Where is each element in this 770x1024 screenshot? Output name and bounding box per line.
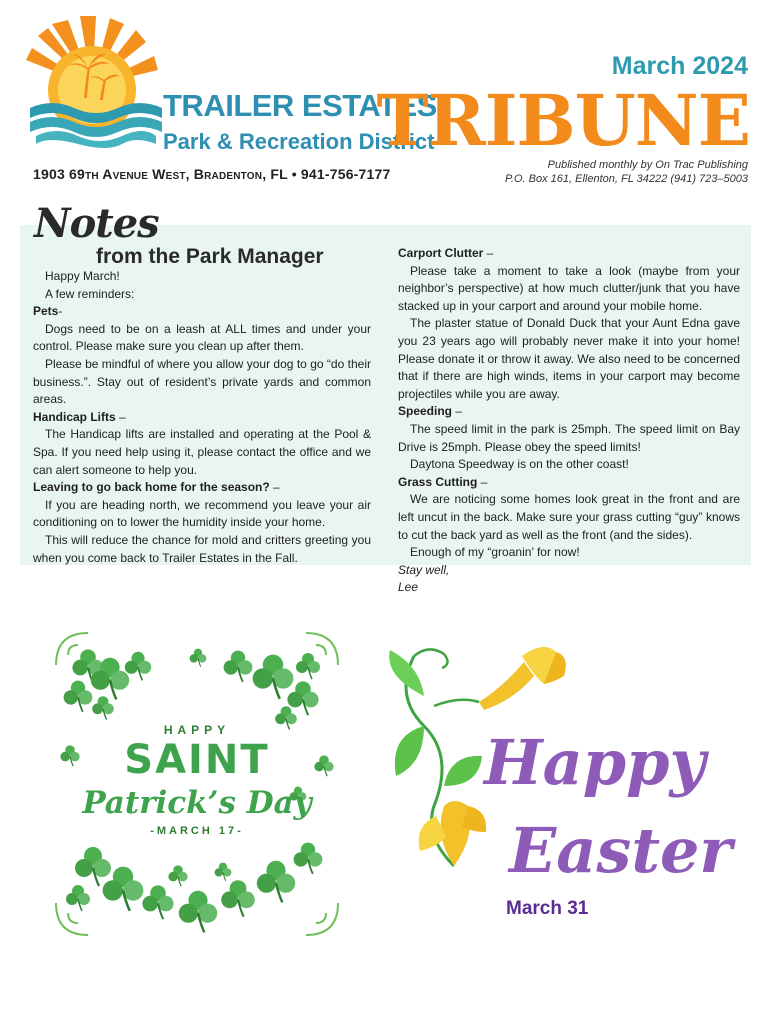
pets-heading: Pets: [33, 304, 59, 319]
easter-easter: Easter: [509, 814, 733, 887]
signoff: Stay well,: [398, 562, 450, 577]
easter-happy: Happy: [484, 726, 706, 799]
speeding-paragraph: Daytona Speedway is on the other coast!: [410, 457, 629, 472]
carport-section-head: [398, 245, 740, 263]
grass-dash: –: [477, 474, 488, 489]
carport-paragraph: Please take a moment to take a look (maybe from your neighbor’s perspective) at how much clutter/junk that you have stacked up in your carport and around your mobile home.: [398, 263, 740, 313]
notes-subheading: from the Park Manager: [96, 245, 324, 268]
speeding-heading: Speeding: [398, 404, 453, 419]
leaving-paragraph: This will reduce the chance for mold and critters greeting you when you come back to Trailer Estates in the Fall.: [33, 532, 371, 565]
pets-paragraph: Please be mindful of where you allow your dog to go “do their business.”. Stay out of resident’s private yards and common areas.: [33, 356, 371, 407]
shamrock-icon: [48, 625, 346, 943]
publisher-line: Published monthly by On Trac Publishing: [547, 159, 748, 171]
carport-paragraph: The plaster statue of Donald Duck that your Aunt Edna gave you 23 years ago will probably never make it into your home! Please donate it or throw it away. We also need to be concerned that if there are high winds, items in your carport may become projectiles while you are away.: [398, 316, 740, 401]
grass-paragraph: We are noticing some homes look great in the front and are left uncut in the back. Make sure your grass cutting “guy” knows to cut the back yard as well as the front (and the sides).: [398, 492, 740, 542]
handicap-section-head: [33, 409, 371, 427]
pets-paragraph: Dogs need to be on a leash at ALL times and under your control. Please make sure you clean up after them.: [33, 321, 371, 354]
pets-dash: -: [58, 304, 63, 319]
notes-heading: Notes: [34, 200, 159, 247]
publisher-address: P.O. Box 161, Ellenton, FL 34222 (941) 723–5003: [505, 173, 748, 185]
org-subtitle: Park & Recreation District: [163, 129, 435, 154]
speeding-dash: –: [452, 404, 463, 419]
pets-section-head: [33, 303, 371, 321]
st-patricks-day: Patrick’s Day: [82, 785, 312, 821]
notes-right-column: [398, 245, 740, 597]
org-name: TRAILER ESTATES: [163, 88, 437, 123]
easter-card: [384, 636, 744, 926]
intro: A few reminders:: [45, 286, 135, 301]
st-patricks-card: [48, 625, 346, 943]
easter-date: March 31: [506, 898, 589, 919]
handicap-paragraph: The Handicap lifts are installed and operating at the Pool & Spa. If you need help using it, please contact the office and we can alert someone to help you.: [33, 427, 371, 477]
handicap-dash: –: [115, 409, 126, 424]
leaving-paragraph: If you are heading north, we recommend you leave your air conditioning on to lower the humidity inside your home.: [33, 497, 371, 530]
st-patricks-happy: HAPPY: [163, 723, 231, 737]
grass-section-head: [398, 474, 740, 492]
newsletter-title: TRIBUNE: [376, 79, 750, 162]
signature: Lee: [398, 580, 419, 595]
speeding-section-head: [398, 403, 740, 421]
grass-paragraph: Enough of my “groanin’ for now!: [410, 545, 580, 560]
st-patricks-saint: SAINT: [124, 737, 270, 783]
notes-left-column: [33, 268, 371, 567]
greeting: Happy March!: [45, 269, 120, 283]
park-logo: [22, 16, 162, 156]
speeding-paragraph: The speed limit in the park is 25mph. The speed limit on Bay Drive is 25mph. Please obey the speed limits!: [398, 421, 740, 454]
leaving-heading: Leaving to go back home for the season?: [33, 480, 270, 495]
publisher-info: [505, 158, 748, 186]
carport-dash: –: [483, 246, 494, 260]
st-patricks-date: -MARCH 17-: [150, 825, 244, 837]
carport-heading: Carport Clutter: [398, 246, 484, 260]
org-address: 1903 69th Avenue West, Bradenton, FL • 941-756-7177: [33, 166, 391, 182]
issue-date: March 2024: [611, 52, 748, 80]
grass-heading: Grass Cutting: [398, 474, 478, 489]
handicap-heading: Handicap Lifts: [33, 409, 116, 424]
leaving-dash: –: [269, 480, 280, 495]
leaving-section-head: [33, 479, 371, 497]
